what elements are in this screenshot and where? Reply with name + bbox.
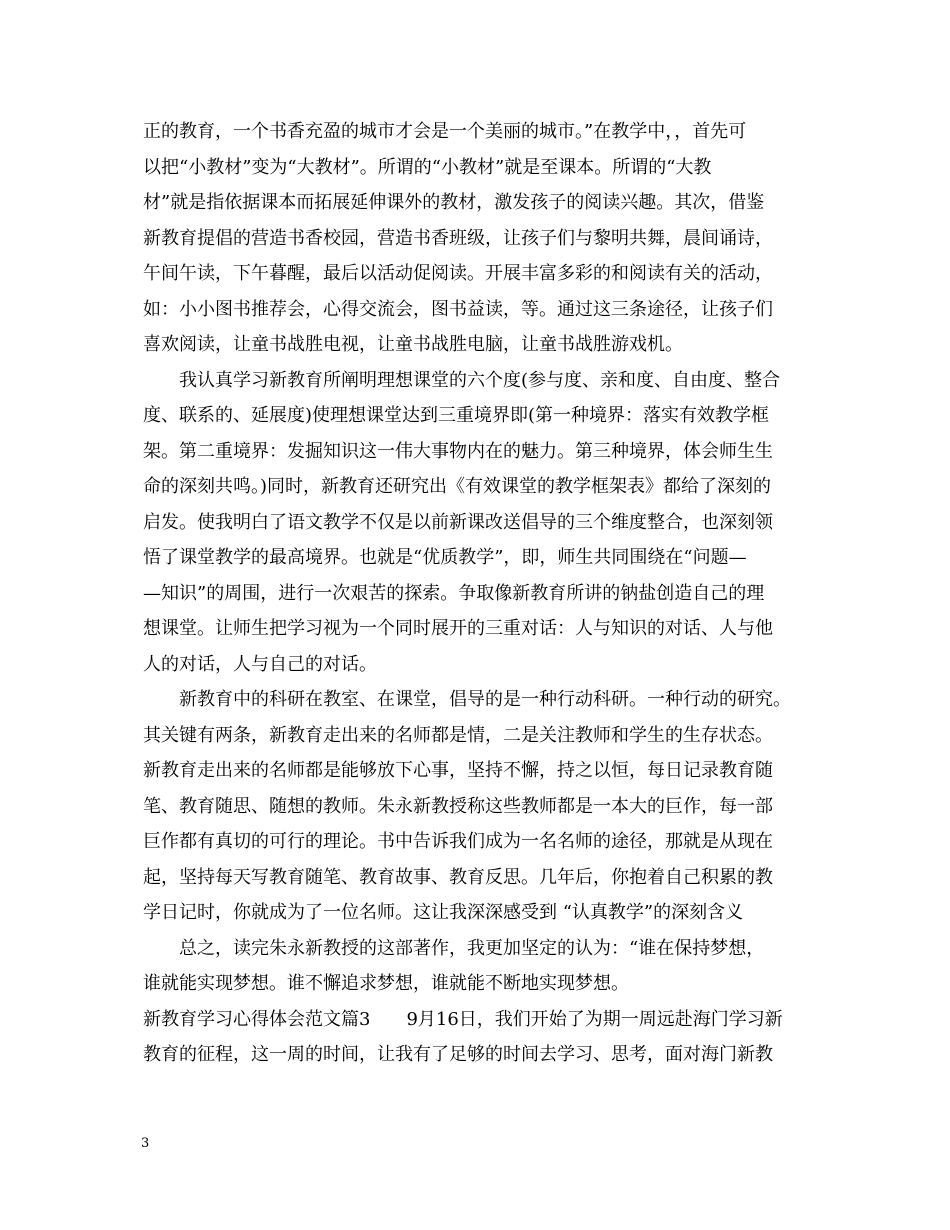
text-line: 想课堂。让师生把学习视为一个同时展开的三重对话：人与知识的对话、人与他 (143, 618, 773, 639)
text-line: 命的深刻共鸣。)同时，新教育还研究出《有效课堂的教学框架表》都给了深刻的 (143, 476, 772, 497)
text-line: 度、联系的、延展度)使理想课堂达到三重境界即(第一种境界：落实有效教学框 (143, 405, 770, 426)
text-line: 喜欢阅读，让童书战胜电视，让童书战胜电脑，让童书战胜游戏机。 (143, 334, 683, 355)
text-line: 架。第二重境界：发掘知识这一伟大事物内在的魅力。第三种境界，体会师生生 (143, 440, 773, 462)
text-line: 以把“小教材”变为“大教材”。所谓的“小教材”就是至课本。所谓的“大教 (143, 156, 712, 178)
text-line: 材”就是指依据课本而拓展延伸课外的教材，激发孩子的阅读兴趣。其次，借鉴 (143, 192, 765, 213)
text-line: 新教育走出来的名师都是能够放下心事，坚持不懈，持之以恒，每日记录教育随 (143, 760, 773, 781)
text-line: 正的教育，一个书香充盈的城市才会是一个美丽的城市。”在教学中，，首先可 (143, 121, 747, 142)
text-line: 如：小小图书推荐会，心得交流会，图书益读，等。通过这三条途径，让孩子们 (143, 298, 773, 320)
page-number: 3 (141, 1136, 150, 1151)
text-line: 笔、教育随思、随想的教师。朱永新教授称这些教师都是一本大的巨作，每一部 (143, 795, 773, 817)
text-line: 悟了课堂教学的最高境界。也就是“优质教学”，即，师生共同围绕在“问题— (143, 547, 747, 568)
text-line: 学日记时，你就成为了一位名师。这让我深深感受到 “认真教学”的深刻含义 (143, 902, 744, 923)
text-line: 新教育提倡的营造书香校园，营造书香班级，让孩子们与黎明共舞，晨间诵诗， (143, 227, 773, 249)
text-line: 其关键有两条，新教育走出来的名师都是情，二是关注教师和学生的生存状态。 (143, 724, 773, 746)
text-line: 人的对话，人与自己的对话。 (143, 653, 377, 675)
text-line: 谁就能实现梦想。谁不懈追求梦想，谁就能不断地实现梦想。 (143, 973, 629, 994)
text-line: 新教育中的科研在教室、在课堂，倡导的是一种行动科研。一种行动的研究。 (143, 689, 791, 710)
text-line: 起，坚持每天写教育随笔、教育故事、教育反思。几年后，你抱着自己积累的教 (143, 866, 773, 888)
text-line: 巨作都有真切的可行的理论。书中告诉我们成为一名名师的途径，那就是从现在 (143, 831, 773, 852)
body-text (143, 114, 825, 1073)
text-line: 新教育学习心得体会范文篇3 9月16日，我们开始了为期一周远赴海门学习新 (143, 1008, 783, 1030)
text-line: —知识”的周围，进行一次艰苦的探索。争取像新教育所讲的钠盐创造自己的理 (143, 582, 765, 604)
text-line: 午间午读，下午暮醒，最后以活动促阅读。开展丰富多彩的和阅读有关的活动， (143, 263, 773, 284)
text-line: 教育的征程，这一周的时间，让我有了足够的时间去学习、思考，面对海门新教 (143, 1044, 773, 1065)
text-line: 启发。使我明白了语文教学不仅是以前新课改送倡导的三个维度整合，也深刻领 (143, 511, 773, 533)
text-line: 总之，读完朱永新教授的这部著作，我更加坚定的认为：“谁在保持梦想， (143, 937, 765, 959)
text-line: 我认真学习新教育所阐明理想课堂的六个度(参与度、亲和度、自由度、整合 (143, 369, 781, 391)
